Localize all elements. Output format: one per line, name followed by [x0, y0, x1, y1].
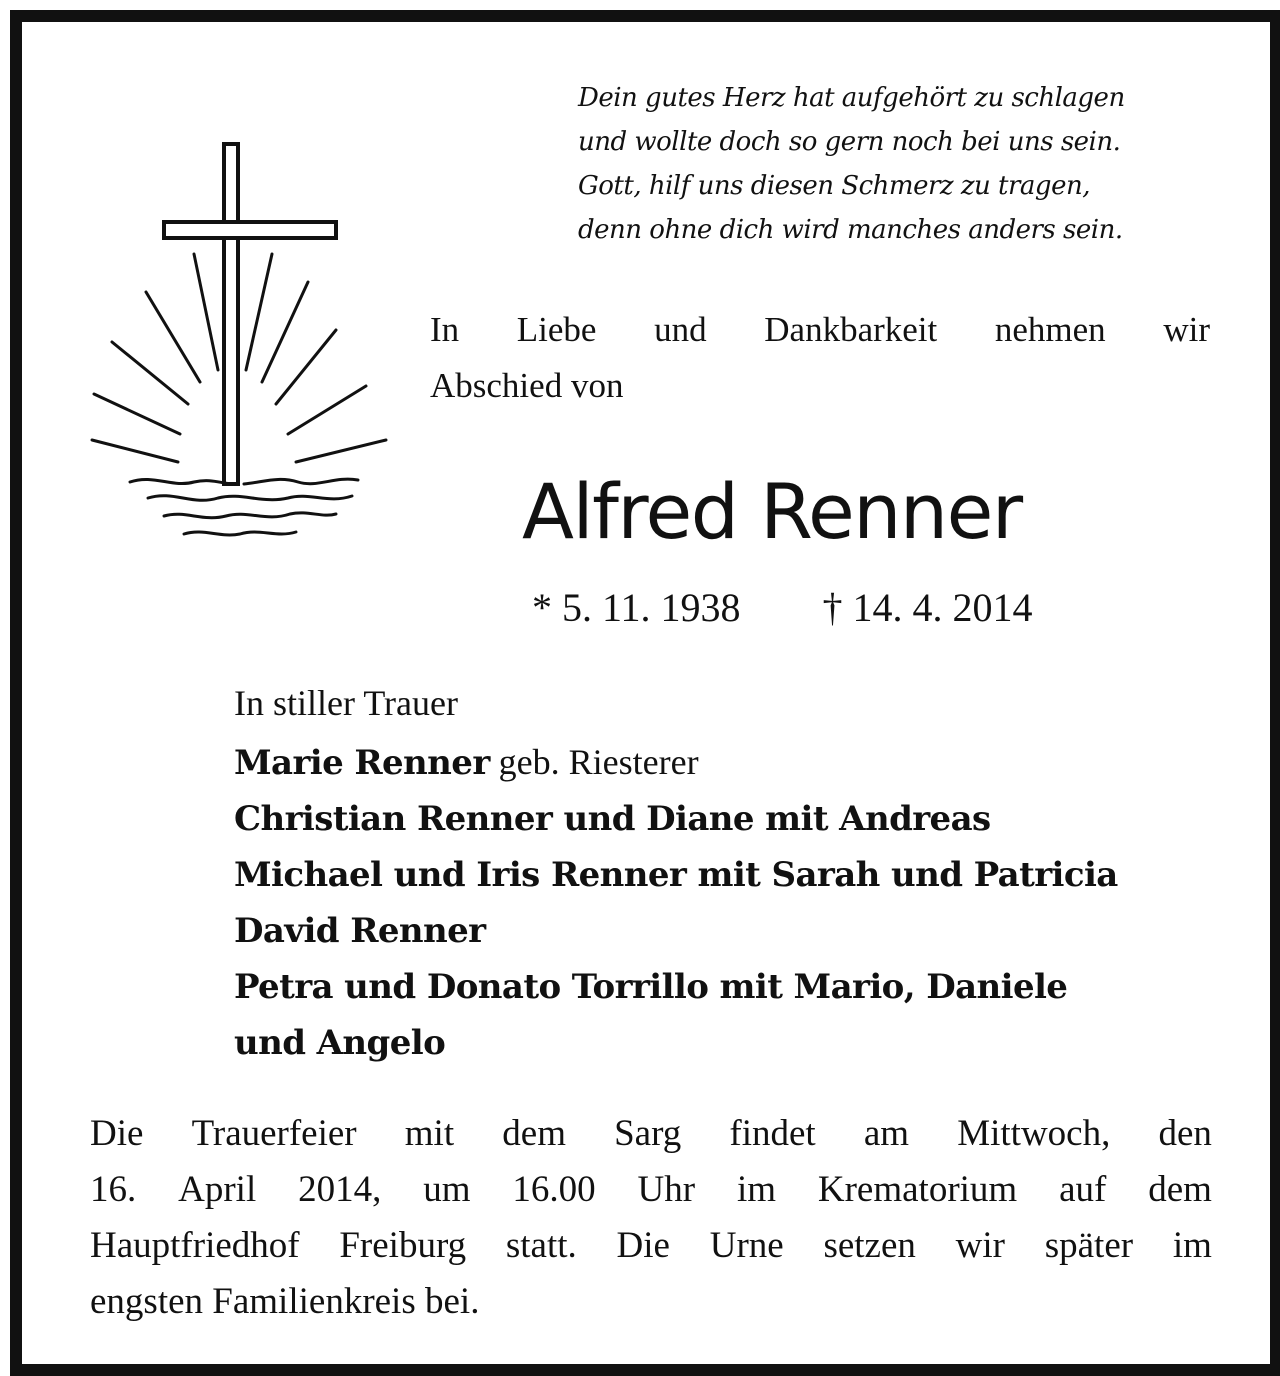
farewell-intro — [430, 302, 1210, 414]
service-word: Urne — [709, 1225, 784, 1266]
intro-word: Liebe — [516, 310, 597, 349]
service-word: Hauptfriedhof — [90, 1225, 300, 1266]
mourner-name: Petra und Donato Torrillo mit Mario, Daniele — [234, 967, 1068, 1007]
service-word: 2014, — [298, 1169, 382, 1210]
mourner-name: und Angelo — [234, 1023, 446, 1063]
service-word: dem — [1148, 1169, 1212, 1210]
service-line — [90, 1274, 1212, 1330]
service-line — [90, 1218, 1212, 1274]
service-word: mit — [404, 1113, 455, 1154]
mourner-entry — [234, 791, 1234, 847]
mourners-heading: In stiller Trauer — [234, 683, 458, 723]
service-word: Die — [616, 1225, 670, 1266]
service-word: am — [863, 1113, 910, 1154]
service-word: dem — [502, 1113, 566, 1154]
intro-word: nehmen — [994, 310, 1106, 349]
service-word: Freiburg — [339, 1225, 467, 1266]
service-word: engsten Familienkreis bei. — [90, 1281, 480, 1322]
service-word: wir — [955, 1225, 1005, 1266]
mourner-name: Michael und Iris Renner mit Sarah und Patricia — [234, 855, 1118, 895]
verse-line: Gott, hilf uns diesen Schmerz zu tragen, — [578, 171, 1090, 201]
service-word: findet — [729, 1113, 816, 1154]
service-word: Die — [90, 1113, 144, 1154]
memorial-verse — [578, 76, 1238, 252]
service-word: Sarg — [614, 1113, 682, 1154]
service-word: April — [178, 1169, 257, 1210]
service-word: Uhr — [637, 1169, 696, 1210]
cross-with-sun-rays-over-water-icon — [82, 142, 402, 562]
service-line — [90, 1162, 1212, 1218]
intro-line-1 — [430, 302, 1210, 358]
verse-line: und wollte doch so gern noch bei uns sein. — [578, 127, 1121, 157]
intro-word: wir — [1163, 310, 1210, 349]
service-word: 16.00 — [512, 1169, 596, 1210]
service-word: Trauerfeier — [191, 1113, 357, 1154]
service-word: im — [736, 1169, 776, 1210]
mourners-list — [234, 676, 1234, 1071]
death-date: † 14. 4. 2014 — [822, 585, 1033, 630]
cross-symbol-svg — [82, 142, 402, 562]
obituary-notice — [10, 10, 1280, 1376]
service-word: Mittwoch, — [957, 1113, 1111, 1154]
service-word: den — [1158, 1113, 1212, 1154]
service-word: Krematorium — [817, 1169, 1018, 1210]
service-word: auf — [1059, 1169, 1107, 1210]
birth-date: * 5. 11. 1938 — [532, 585, 741, 630]
mourner-entry — [234, 1015, 1234, 1071]
life-dates — [532, 578, 1033, 638]
mourner-note: geb. Riesterer — [489, 742, 699, 782]
service-line — [90, 1106, 1212, 1162]
service-word: um — [423, 1169, 471, 1210]
intro-word: Dankbarkeit — [764, 310, 938, 349]
service-word: im — [1172, 1225, 1212, 1266]
service-word: später — [1044, 1225, 1134, 1266]
service-word: setzen — [823, 1225, 916, 1266]
funeral-service-info — [90, 1106, 1212, 1330]
intro-word: In — [430, 310, 460, 349]
service-word: statt. — [505, 1225, 577, 1266]
mourner-entry — [234, 959, 1234, 1015]
deceased-name: Alfred Renner — [522, 467, 1022, 556]
mourner-name: Marie Renner — [234, 743, 490, 783]
mourner-entry — [234, 735, 1234, 791]
intro-line-2: Abschied von — [430, 366, 624, 405]
mourner-name: Christian Renner und Diane mit Andreas — [234, 799, 991, 839]
service-word: 16. — [90, 1169, 137, 1210]
mourner-entry — [234, 903, 1234, 959]
verse-line: Dein gutes Herz hat aufgehört zu schlagen — [578, 83, 1125, 113]
mourner-name: David Renner — [234, 911, 486, 951]
intro-word: und — [654, 310, 707, 349]
verse-line: denn ohne dich wird manches anders sein. — [578, 215, 1123, 245]
mourner-entry — [234, 847, 1234, 903]
